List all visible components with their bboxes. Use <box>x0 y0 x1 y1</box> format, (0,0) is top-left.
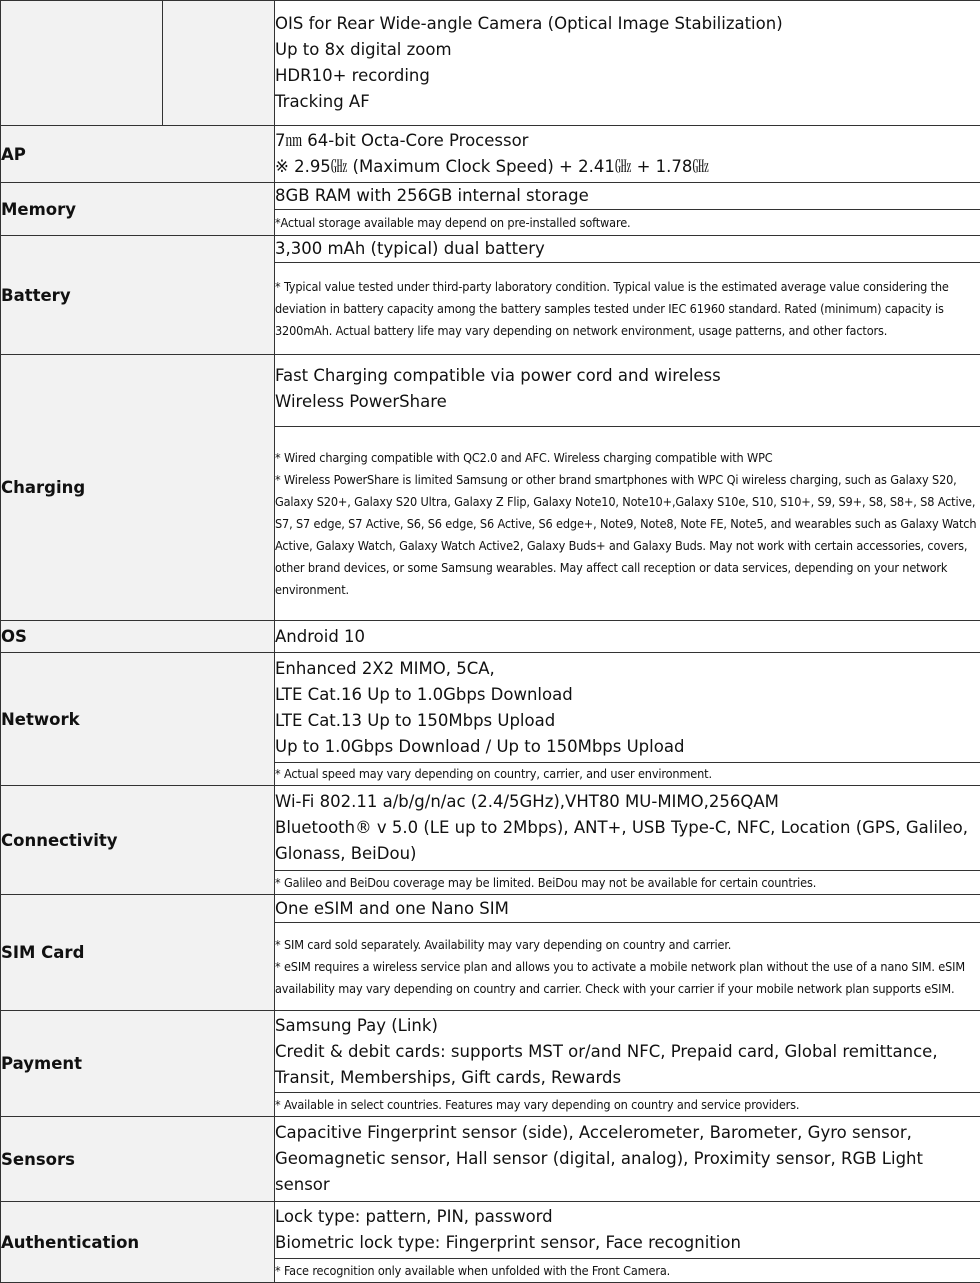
authentication-note: * Face recognition only available when unfolded with the Front Camera. <box>275 1259 980 1283</box>
authentication-label: Authentication <box>1 1202 275 1283</box>
payment-line: Credit & debit cards: supports MST or/and NFC, Prepaid card, Global remittance, Transit, Memberships, Gift cards, Rewards <box>275 1041 938 1087</box>
network-line: LTE Cat.16 Up to 1.0Gbps Download <box>275 684 573 704</box>
payment-line: Samsung Pay (Link) <box>275 1015 438 1035</box>
network-line: Enhanced 2X2 MIMO, 5CA, <box>275 658 495 678</box>
network-line: LTE Cat.13 Up to 150Mbps Upload <box>275 710 556 730</box>
battery-note: * Typical value tested under third-party laboratory condition. Typical value is the estimated average value considering the deviation in battery capacity among the battery samples tested under IEC 61960 standard. Rated (minimum) capacity is 3200mAh. Actual battery life may vary depending on network environment, usage patterns, and other factors. <box>275 263 980 355</box>
payment-note: * Available in select countries. Features may vary depending on country and service providers. <box>275 1093 980 1117</box>
battery-label: Battery <box>1 236 275 355</box>
charging-line: Wireless PowerShare <box>275 392 447 411</box>
authentication-value <box>275 1202 980 1259</box>
payment-row <box>1 1011 980 1093</box>
network-note: * Actual speed may vary depending on country, carrier, and user environment. <box>275 763 980 786</box>
sim-label: SIM Card <box>1 895 275 1011</box>
memory-row <box>1 183 980 210</box>
camera-label-cell <box>1 1 163 126</box>
sim-row <box>1 895 980 923</box>
ap-line: 7㎚ 64-bit Octa-Core Processor <box>275 131 529 150</box>
camera-row <box>1 1 980 126</box>
charging-line: Fast Charging compatible via power cord and wireless <box>275 366 721 385</box>
network-row <box>1 653 980 763</box>
authentication-line: Lock type: pattern, PIN, password <box>275 1207 553 1226</box>
charging-value <box>275 355 980 427</box>
ap-label: AP <box>1 126 275 183</box>
payment-value <box>275 1011 980 1093</box>
payment-label: Payment <box>1 1011 275 1117</box>
os-label: OS <box>1 621 275 653</box>
os-value: Android 10 <box>275 621 980 653</box>
camera-line: OIS for Rear Wide-angle Camera (Optical Image Stabilization) <box>275 14 783 33</box>
memory-note: *Actual storage available may depend on pre-installed software. <box>275 210 980 236</box>
charging-notes <box>275 427 980 621</box>
network-value <box>275 653 980 763</box>
ap-line: ※ 2.95㎓ (Maximum Clock Speed) + 2.41㎓ + 1.78㎓ <box>275 157 709 176</box>
authentication-row <box>1 1202 980 1259</box>
connectivity-value <box>275 786 980 871</box>
sim-note: * SIM card sold separately. Availability may vary depending on country and carrier. <box>275 936 732 952</box>
connectivity-line: Wi-Fi 802.11 a/b/g/n/ac (2.4/5GHz),VHT80 MU-MIMO,256QAM <box>275 792 779 811</box>
camera-line: Tracking AF <box>275 92 370 111</box>
ap-row <box>1 126 980 183</box>
memory-label: Memory <box>1 183 275 236</box>
sim-note: * eSIM requires a wireless service plan and allows you to activate a mobile network plan without the use of a nano SIM. eSIM availability may vary depending on country and carrier. Check with your carrier if your mobile network plan supports eSIM. <box>275 958 965 996</box>
battery-row <box>1 236 980 263</box>
authentication-line: Biometric lock type: Fingerprint sensor, Face recognition <box>275 1233 741 1252</box>
network-label: Network <box>1 653 275 786</box>
charging-label: Charging <box>1 355 275 621</box>
connectivity-line: Bluetooth® v 5.0 (LE up to 2Mbps), ANT+, USB Type-C, NFC, Location (GPS, Galileo, Glonass, BeiDou) <box>275 818 968 863</box>
charging-note: * Wireless PowerShare is limited Samsung or other brand smartphones with WPC Qi wireless charging, such as Galaxy S20, Galaxy S20+, Galaxy S20 Ultra, Galaxy Z Flip, Galaxy Note10, Note10+,Galaxy S10e, S10, S10+, S9, S9+, S8, S8+, S8 Active, S7, S7 edge, S7 Active, S6, S6 edge, S6 Active, S6 edge+, Note9, Note8, Note FE, Note5, and wearables such as Galaxy Watch Active, Galaxy Watch, Galaxy Watch Active2, Galaxy Buds+ and Galaxy Buds. May not work with certain accessories, covers, other brand devices, or some Samsung wearables. May affect call reception or data services, depending on your network environment. <box>275 471 977 597</box>
os-row <box>1 621 980 653</box>
ap-value <box>275 126 980 183</box>
sensors-row <box>1 1117 980 1202</box>
connectivity-row <box>1 786 980 871</box>
charging-row <box>1 355 980 427</box>
camera-line: HDR10+ recording <box>275 66 430 85</box>
sim-notes <box>275 923 980 1011</box>
charging-note: * Wired charging compatible with QC2.0 and AFC. Wireless charging compatible with WPC <box>275 449 773 465</box>
sim-value: One eSIM and one Nano SIM <box>275 895 980 923</box>
connectivity-note: * Galileo and BeiDou coverage may be limited. BeiDou may not be available for certain countries. <box>275 871 980 895</box>
sensors-label: Sensors <box>1 1117 275 1202</box>
connectivity-label: Connectivity <box>1 786 275 895</box>
sensors-value: Capacitive Fingerprint sensor (side), Accelerometer, Barometer, Gyro sensor, Geomagnetic sensor, Hall sensor (digital, analog), Proximity sensor, RGB Light sensor <box>275 1117 980 1202</box>
camera-sublabel-cell <box>163 1 275 126</box>
camera-line: Up to 8x digital zoom <box>275 40 452 59</box>
battery-value: 3,300 mAh (typical) dual battery <box>275 236 980 263</box>
memory-value: 8GB RAM with 256GB internal storage <box>275 183 980 210</box>
network-line: Up to 1.0Gbps Download / Up to 150Mbps Upload <box>275 736 685 756</box>
camera-value <box>275 1 980 126</box>
